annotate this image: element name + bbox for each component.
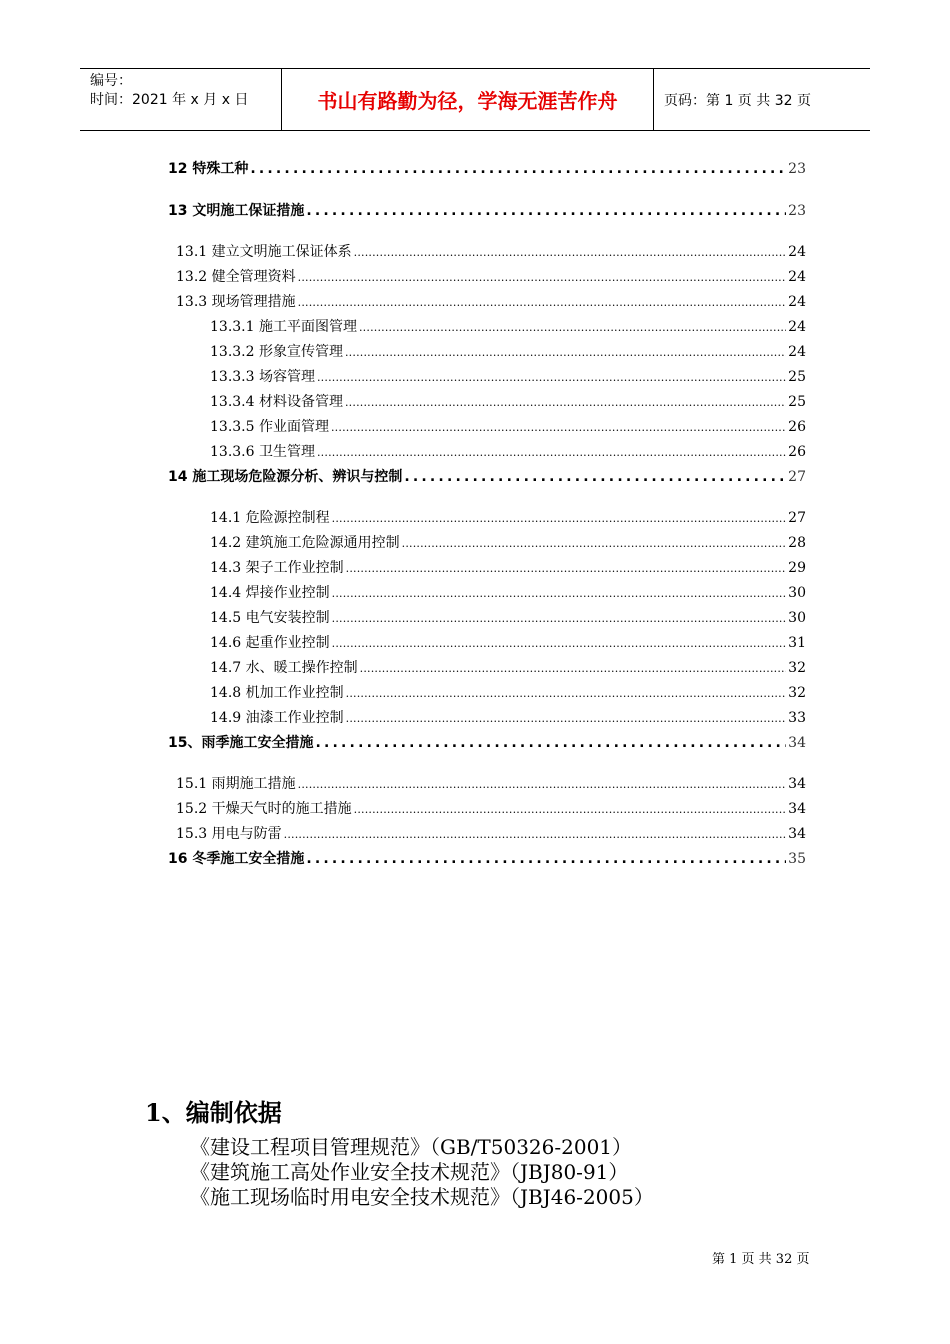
toc-dot-leader — [354, 803, 787, 816]
toc-dot-leader — [306, 203, 786, 219]
toc-entry[interactable] — [210, 657, 806, 677]
toc-dot-leader — [346, 562, 787, 575]
reference-item: 《建筑施工高处作业安全技术规范》（JBJ80-91） — [190, 1160, 629, 1184]
toc-dot-leader — [346, 687, 787, 700]
toc-dot-leader — [331, 421, 786, 434]
toc-entry-title: 14.5 电气安装控制 — [210, 610, 330, 626]
toc-entry[interactable] — [176, 241, 806, 261]
toc-entry[interactable] — [176, 823, 806, 843]
toc-entry-page: 31 — [788, 635, 806, 651]
toc-entry-page: 25 — [788, 394, 806, 410]
toc-entry-page: 27 — [788, 469, 806, 485]
toc-entry[interactable] — [210, 557, 806, 577]
toc-entry-page: 24 — [788, 319, 806, 335]
toc-entry-title: 15、雨季施工安全措施 — [168, 735, 314, 751]
toc-entry[interactable] — [168, 466, 806, 486]
toc-entry-title: 14 施工现场危险源分析、辨识与控制 — [168, 469, 403, 485]
toc-entry[interactable] — [210, 607, 806, 627]
toc-entry-title: 13.3 现场管理措施 — [176, 294, 296, 310]
toc-entry-page: 28 — [788, 535, 806, 551]
header-page-number: 页码：第 1 页 共 32 页 — [664, 92, 811, 109]
document-number-label: 编号： — [90, 73, 132, 89]
toc-entry[interactable] — [210, 707, 806, 727]
toc-dot-leader — [345, 346, 786, 359]
page-header — [80, 68, 870, 131]
toc-entry-title: 14.1 危险源控制程 — [210, 510, 330, 526]
toc-dot-leader — [250, 161, 786, 177]
toc-entry-title: 13.3.1 施工平面图管理 — [210, 319, 357, 335]
toc-entry-title: 14.2 建筑施工危险源通用控制 — [210, 535, 400, 551]
toc-entry-page: 24 — [788, 244, 806, 260]
toc-dot-leader — [359, 321, 786, 334]
toc-entry[interactable] — [210, 441, 806, 461]
toc-entry[interactable] — [176, 291, 806, 311]
toc-entry[interactable] — [168, 158, 806, 178]
toc-dot-leader — [298, 271, 787, 284]
toc-dot-leader — [345, 396, 786, 409]
toc-entry-title: 15.1 雨期施工措施 — [176, 776, 296, 792]
toc-dot-leader — [332, 587, 787, 600]
toc-entry-page: 34 — [788, 801, 806, 817]
toc-dot-leader — [317, 371, 786, 384]
toc-entry[interactable] — [176, 773, 806, 793]
toc-entry[interactable] — [168, 200, 806, 220]
toc-entry-page: 24 — [788, 344, 806, 360]
toc-dot-leader — [402, 537, 787, 550]
toc-entry-page: 23 — [788, 161, 806, 177]
toc-dot-leader — [306, 851, 786, 867]
toc-entry[interactable] — [210, 316, 806, 336]
header-meta — [80, 69, 282, 130]
toc-entry-title: 13.3.2 形象宣传管理 — [210, 344, 343, 360]
toc-dot-leader — [332, 612, 787, 625]
toc-entry-title: 14.3 架子工作业控制 — [210, 560, 344, 576]
toc-entry-title: 13.1 建立文明施工保证体系 — [176, 244, 352, 260]
toc-entry[interactable] — [210, 632, 806, 652]
reference-item: 《施工现场临时用电安全技术规范》（JBJ46-2005） — [190, 1185, 654, 1209]
toc-entry-page: 24 — [788, 269, 806, 285]
toc-entry[interactable] — [210, 416, 806, 436]
page-footer: 第 1 页 共 32 页 — [712, 1252, 810, 1267]
reference-item: 《建设工程项目管理规范》（GB/T50326-2001） — [190, 1135, 633, 1159]
toc-entry-page: 26 — [788, 419, 806, 435]
toc-dot-leader — [346, 712, 787, 725]
toc-dot-leader — [298, 778, 787, 791]
toc-entry-title: 14.8 机加工作业控制 — [210, 685, 344, 701]
toc-entry[interactable] — [210, 532, 806, 552]
toc-entry-title: 13.3.3 场容管理 — [210, 369, 315, 385]
toc-entry-title: 14.9 油漆工作业控制 — [210, 710, 344, 726]
toc-entry[interactable] — [176, 266, 806, 286]
toc-entry-title: 14.6 起重作业控制 — [210, 635, 330, 651]
toc-entry[interactable] — [168, 848, 806, 868]
toc-entry-page: 29 — [788, 560, 806, 576]
toc-entry-title: 14.7 水、暖工操作控制 — [210, 660, 358, 676]
toc-dot-leader — [404, 469, 786, 485]
toc-entry[interactable] — [210, 582, 806, 602]
toc-entry-page: 27 — [788, 510, 806, 526]
toc-entry-page: 30 — [788, 610, 806, 626]
toc-entry-page: 30 — [788, 585, 806, 601]
toc-entry-page: 25 — [788, 369, 806, 385]
toc-dot-leader — [317, 446, 786, 459]
toc-entry-title: 13.3.6 卫生管理 — [210, 444, 315, 460]
toc-entry-title: 16 冬季施工安全措施 — [168, 851, 305, 867]
toc-entry-page: 34 — [788, 735, 806, 751]
toc-entry-title: 14.4 焊接作业控制 — [210, 585, 330, 601]
toc-entry[interactable] — [210, 391, 806, 411]
toc-entry-page: 26 — [788, 444, 806, 460]
reference-list — [190, 1135, 654, 1210]
toc-entry-title: 13 文明施工保证措施 — [168, 203, 305, 219]
toc-entry-page: 34 — [788, 776, 806, 792]
toc-entry-title: 13.3.5 作业面管理 — [210, 419, 329, 435]
toc-entry[interactable] — [176, 798, 806, 818]
toc-entry-page: 32 — [788, 685, 806, 701]
toc-entry[interactable] — [210, 366, 806, 386]
header-motto: 书山有路勤为径，学海无涯苦作舟 — [282, 69, 654, 130]
toc-entry-title: 13.2 健全管理资料 — [176, 269, 296, 285]
toc-entry[interactable] — [210, 341, 806, 361]
toc-dot-leader — [360, 662, 787, 675]
toc-dot-leader — [284, 828, 787, 841]
section-heading: 1、编制依据 — [145, 1098, 282, 1127]
toc-entry-title: 13.3.4 材料设备管理 — [210, 394, 343, 410]
toc-entry-page: 34 — [788, 826, 806, 842]
toc-entry-page: 35 — [788, 851, 806, 867]
toc-entry[interactable] — [210, 682, 806, 702]
toc-dot-leader — [298, 296, 787, 309]
toc-entry-page: 24 — [788, 294, 806, 310]
document-date-label: 时间：2021 年 x 月 x 日 — [90, 92, 249, 108]
toc-entry[interactable] — [210, 507, 806, 527]
toc-entry-page: 23 — [788, 203, 806, 219]
toc-entry-page: 33 — [788, 710, 806, 726]
toc-entry-title: 15.3 用电与防雷 — [176, 826, 282, 842]
toc-dot-leader — [354, 246, 787, 259]
toc-entry[interactable] — [168, 732, 806, 752]
toc-entry-page: 32 — [788, 660, 806, 676]
toc-entry-title: 15.2 干燥天气时的施工措施 — [176, 801, 352, 817]
toc-dot-leader — [332, 512, 787, 525]
toc-entry-title: 12 特殊工种 — [168, 161, 249, 177]
toc-dot-leader — [315, 735, 786, 751]
toc-dot-leader — [332, 637, 787, 650]
